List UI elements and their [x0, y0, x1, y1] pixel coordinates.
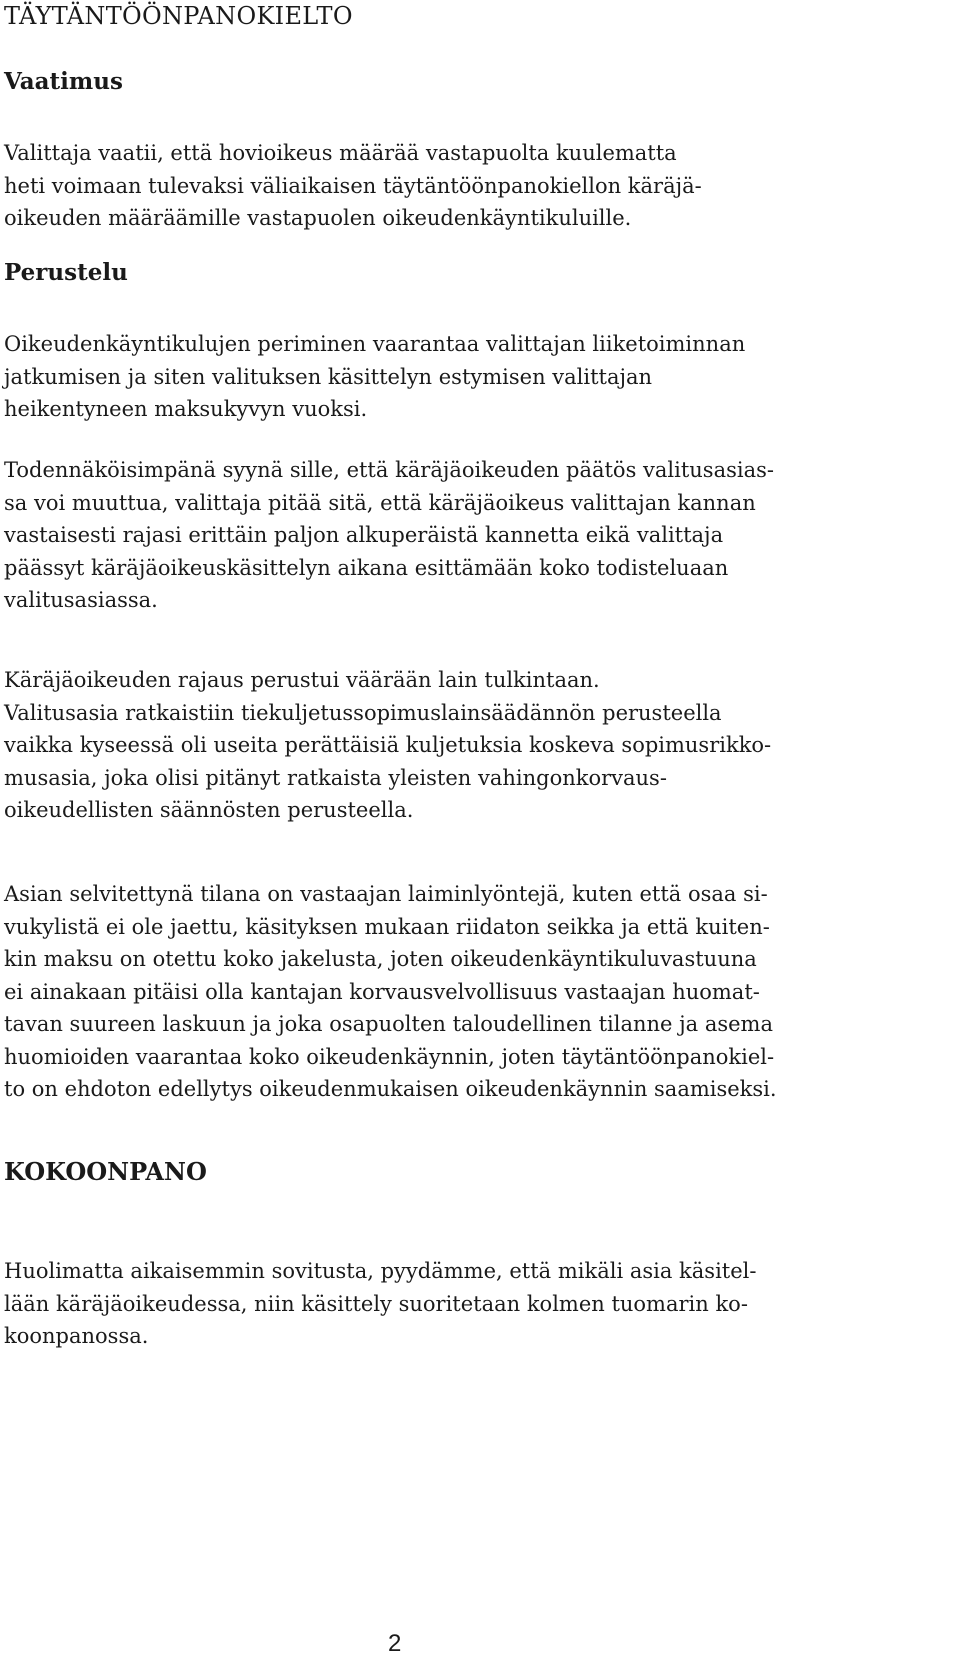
- text-line: to on ehdoton edellytys oikeudenmukaisen oikeudenkäynnin saamiseksi.: [4, 1077, 777, 1101]
- text-line: koonpanossa.: [4, 1324, 149, 1348]
- text-line: oikeudellisten säännösten perusteella.: [4, 798, 414, 822]
- text-line: Valittaja vaatii, että hovioikeus määrää vastapuolta kuulematta: [4, 141, 677, 165]
- text-line: Valitusasia ratkaistiin tiekuljetussopimuslainsäädännön perusteella: [4, 700, 722, 725]
- text-line: tavan suureen laskuun ja joka osapuolten taloudellinen tilanne ja asema: [4, 1012, 773, 1036]
- paragraph-perustelu-2: [4, 454, 774, 617]
- text-line: Huolimatta aikaisemmin sovitusta, pyydämme, että mikäli asia käsitel-: [4, 1259, 757, 1283]
- paragraph-vaatimus: [4, 137, 702, 235]
- text-line: sa voi muuttua, valittaja pitää sitä, että käräjäoikeus valittajan kannan: [4, 490, 756, 515]
- text-line: heti voimaan tulevaksi väliaikaisen täytäntöönpanokiellon käräjä-: [4, 173, 702, 198]
- text-line: vastaisesti rajasi erittäin paljon alkuperäistä kannetta eikä valittaja: [4, 523, 724, 547]
- text-line: lään käräjäoikeudessa, niin käsittely suoritetaan kolmen tuomarin ko-: [4, 1291, 748, 1316]
- text-line: Oikeudenkäyntikulujen periminen vaarantaa valittajan liiketoiminnan: [4, 332, 746, 356]
- section-heading-vaatimus: Vaatimus: [4, 68, 123, 95]
- paragraph-perustelu-1: [4, 328, 745, 426]
- text-line: huomioiden vaarantaa koko oikeudenkäynnin, joten täytäntöönpanokiel-: [4, 1044, 775, 1069]
- text-line: valitusasiassa.: [4, 588, 158, 612]
- text-line: heikentyneen maksukyvyn vuoksi.: [4, 397, 368, 421]
- text-line: musasia, joka olisi pitänyt ratkaista yleisten vahingonkorvaus-: [4, 765, 667, 790]
- text-line: ei ainakaan pitäisi olla kantajan korvausvelvollisuus vastaajan huomat-: [4, 979, 760, 1004]
- text-line: Todennäköisimpänä syynä sille, että käräjäoikeuden päätös valitusasias-: [4, 458, 774, 482]
- text-line: oikeuden määräämille vastapuolen oikeudenkäyntikuluille.: [4, 206, 632, 230]
- text-line: Käräjäoikeuden rajaus perustui väärään lain tulkintaan.: [4, 668, 600, 692]
- paragraph-perustelu-4: [4, 878, 777, 1106]
- section-heading-kokoonpano: KOKOONPANO: [4, 1157, 207, 1186]
- paragraph-perustelu-3: [4, 664, 771, 827]
- document-title: TÄYTÄNTÖÖNPANOKIELTO: [4, 2, 353, 30]
- section-heading-perustelu: Perustelu: [4, 259, 128, 286]
- text-line: vukylistä ei ole jaettu, käsityksen mukaan riidaton seikka ja että kuiten-: [4, 914, 770, 939]
- page-number: 2: [388, 1630, 402, 1657]
- text-line: jatkumisen ja siten valituksen käsittelyn estymisen valittajan: [4, 364, 653, 389]
- text-line: Asian selvitettynä tilana on vastaajan laiminlyöntejä, kuten että osaa si-: [4, 882, 768, 906]
- text-line: päässyt käräjäoikeuskäsittelyn aikana esittämään koko todisteluaan: [4, 555, 729, 580]
- text-line: vaikka kyseessä oli useita perättäisiä kuljetuksia koskeva sopimusrikko-: [4, 733, 772, 757]
- paragraph-kokoonpano: [4, 1255, 756, 1353]
- text-line: kin maksu on otettu koko jakelusta, joten oikeudenkäyntikuluvastuuna: [4, 947, 757, 971]
